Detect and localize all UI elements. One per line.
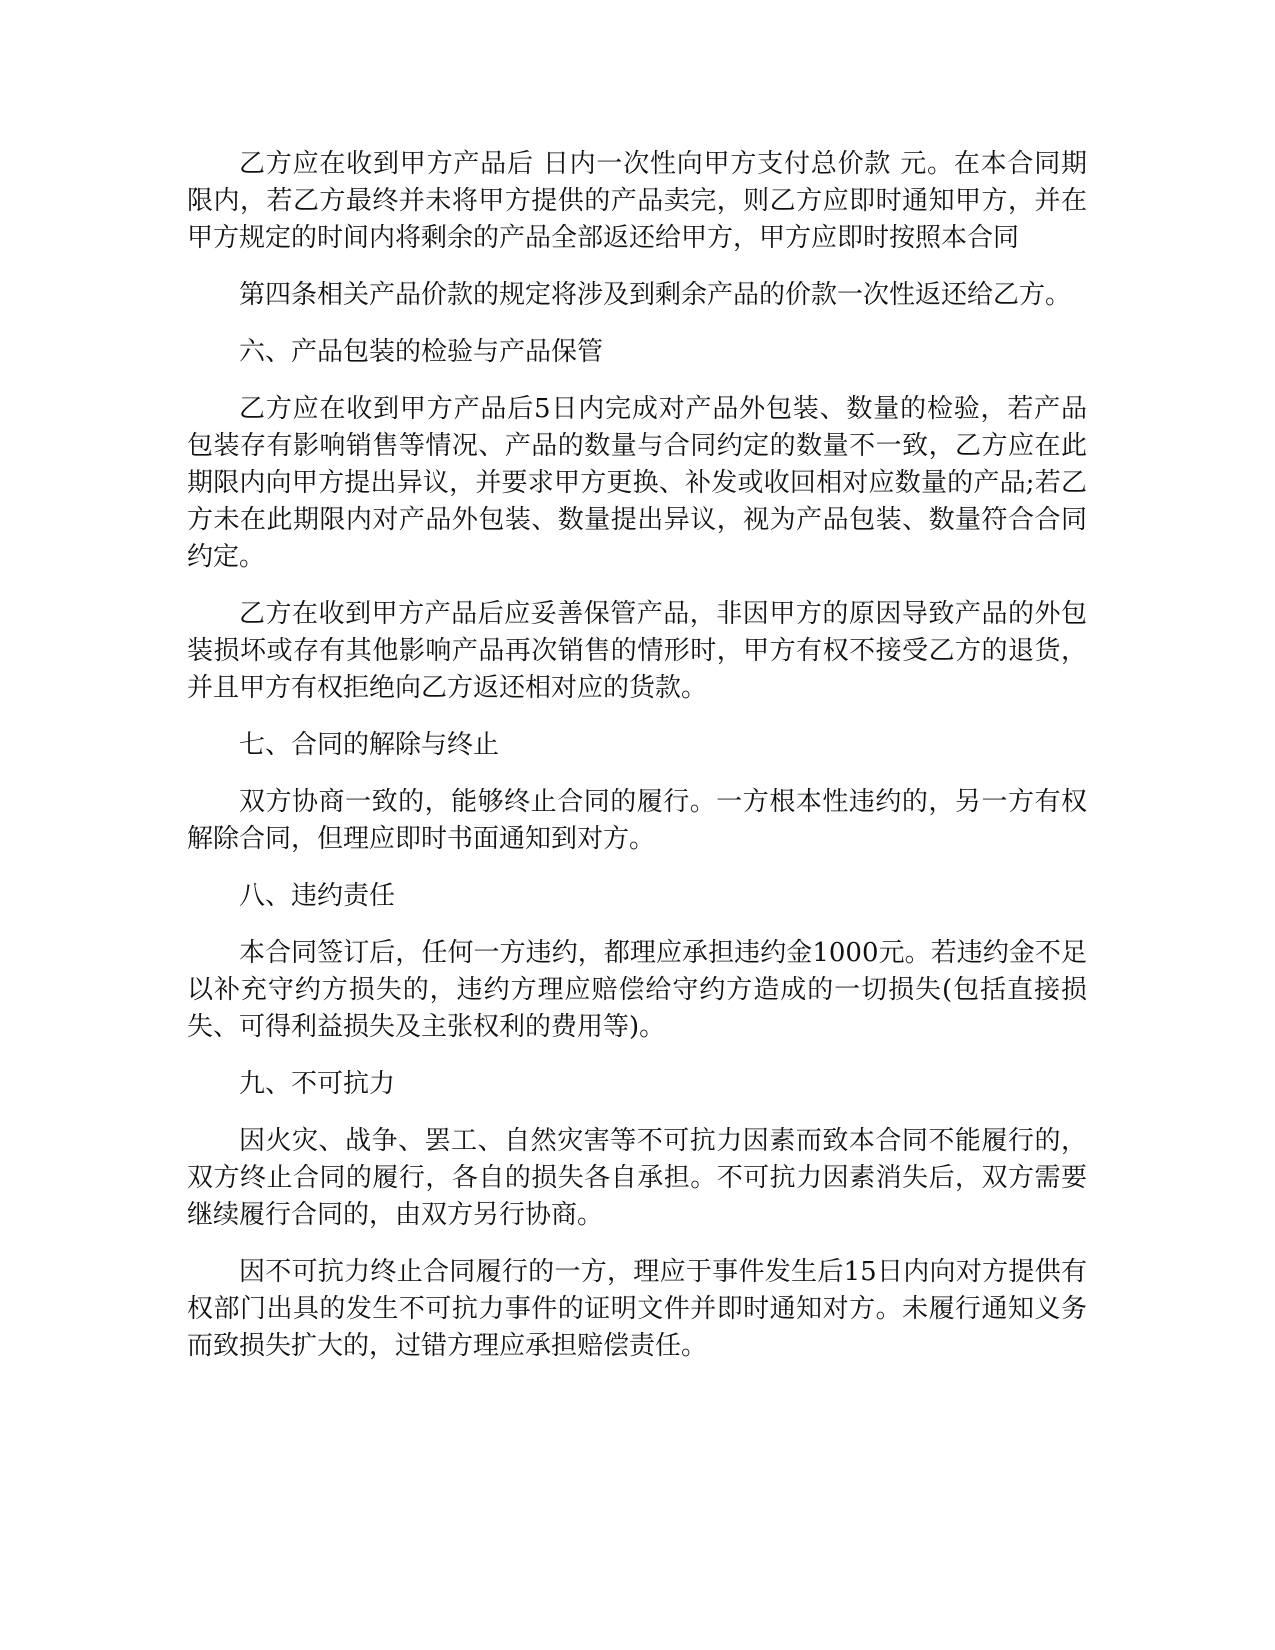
document-body [187, 146, 1087, 1385]
paragraph-liability: 本合同签订后，任何一方违约，都理应承担违约金1000元。若违约金不足以补充守约方损失的，违约方理应赔偿给守约方造成的一切损失(包括直接损失、可得利益损失及主张权利的费用等)。 [187, 938, 1087, 1042]
paragraph-termination: 双方协商一致的，能够终止合同的履行。一方根本性违约的，另一方有权解除合同，但理应即时书面通知到对方。 [187, 787, 1087, 854]
paragraph-payment-terms: 乙方应在收到甲方产品后 日内一次性向甲方支付总价款 元。在本合同期限内，若乙方最终并未将甲方提供的产品卖完，则乙方应即时通知甲方，并在甲方规定的时间内将剩余的产品全部返还给甲方，甲方应即时按照本合同 [187, 149, 1087, 253]
section-heading-packaging: 六、产品包装的检验与产品保管 [239, 337, 604, 367]
paragraph-refund-clause: 第四条相关产品价款的规定将涉及到剩余产品的价款一次性返还给乙方。 [239, 280, 1072, 310]
paragraph-storage: 乙方在收到甲方产品后应妥善保管产品，非因甲方的原因导致产品的外包装损坏或存有其他影响产品再次销售的情形时，甲方有权不接受乙方的退货，并且甲方有权拒绝向乙方返还相对应的货款。 [187, 599, 1087, 703]
section-heading-liability: 八、违约责任 [239, 881, 396, 911]
paragraph-inspection: 乙方应在收到甲方产品后5日内完成对产品外包装、数量的检验，若产品包装存有影响销售等情况、产品的数量与合同约定的数量不一致，乙方应在此期限内向甲方提出异议，并要求甲方更换、补发或收回相对应数量的产品;若乙方未在此期限内对产品外包装、数量提出异议，视为产品包装、数量符合合同约定。 [187, 394, 1087, 572]
section-heading-termination: 七、合同的解除与终止 [239, 730, 500, 760]
section-heading-force-majeure: 九、不可抗力 [239, 1069, 396, 1099]
paragraph-force-majeure: 因火灾、战争、罢工、自然灾害等不可抗力因素而致本合同不能履行的，双方终止合同的履行，各自的损失各自承担。不可抗力因素消失后，双方需要继续履行合同的，由双方另行协商。 [187, 1126, 1087, 1230]
paragraph-force-majeure-notice: 因不可抗力终止合同履行的一方，理应于事件发生后15日内向对方提供有权部门出具的发生不可抗力事件的证明文件并即时通知对方。未履行通知义务而致损失扩大的，过错方理应承担赔偿责任。 [187, 1257, 1087, 1361]
